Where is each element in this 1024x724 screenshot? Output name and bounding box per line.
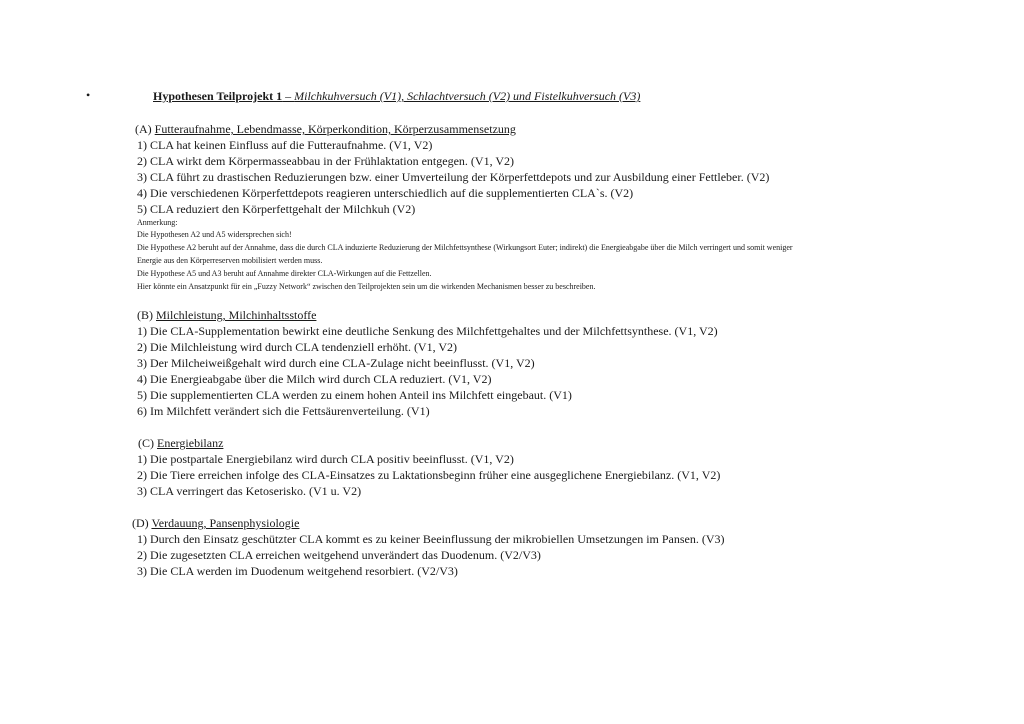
section-b-item-6: 6) Im Milchfett verändert sich die Fettsäurenverteilung. (V1): [137, 404, 430, 418]
section-a-item-5: 5) CLA reduziert den Körperfettgehalt der Milchkuh (V2): [137, 202, 416, 216]
bullet-marker: •: [86, 88, 91, 102]
section-b-item-3: 3) Der Milcheiweißgehalt wird durch eine CLA-Zulage nicht beeinflusst. (V1, V2): [137, 356, 535, 370]
section-b-item-2: 2) Die Milchleistung wird durch CLA tendenziell erhöht. (V1, V2): [137, 340, 458, 354]
section-a-item-2: 2) CLA wirkt dem Körpermasseabbau in der Frühlaktation entgegen. (V1, V2): [137, 154, 515, 168]
section-b-title: Milchleistung, Milchinhaltsstoffe: [156, 308, 317, 322]
section-c-item-3: 3) CLA verringert das Ketoserisko. (V1 u. V2): [137, 484, 362, 498]
section-d-item-1: 1) Durch den Einsatz geschützter CLA kommt es zu keiner Beeinflussung der mikrobiellen Umsetzungen im Pansen. (V3): [137, 532, 725, 546]
section-c-item-2: 2) Die Tiere erreichen infolge des CLA-Einsatzes zu Laktationsbeginn früher eine ausgeglichene Energiebilanz. (V1, V2): [137, 468, 721, 482]
section-a-note-2: Die Hypothesen A2 und A5 widersprechen sich!: [137, 230, 292, 239]
section-b-heading: [137, 308, 316, 322]
section-a-note-4: Energie aus den Körperreserven mobilisiert werden muss.: [137, 256, 323, 265]
section-a-label: (A): [135, 122, 155, 136]
section-a-item-3: 3) CLA führt zu drastischen Reduzierungen bzw. einer Umverteilung der Körperfettdepots und zur Ausbildung einer Fettleber. (V2): [137, 170, 770, 184]
section-b-item-5: 5) Die supplementierten CLA werden zu einem hohen Anteil ins Milchfett eingebaut. (V1): [137, 388, 572, 402]
section-c-heading: [138, 436, 223, 450]
section-d-item-3: 3) Die CLA werden im Duodenum weitgehend resorbiert. (V2/V3): [137, 564, 458, 578]
page-heading: [153, 89, 640, 104]
heading-subtitle: Milchkuhversuch (V1), Schlachtversuch (V2) und Fistelkuhversuch (V3): [294, 89, 641, 103]
section-a-title: Futteraufnahme, Lebendmasse, Körperkondition, Körperzusammensetzung: [154, 122, 516, 136]
section-d-label: (D): [132, 516, 152, 530]
heading-separator: –: [282, 89, 295, 103]
section-b-item-4: 4) Die Energieabgabe über die Milch wird durch CLA reduziert. (V1, V2): [137, 372, 492, 386]
section-d-item-2: 2) Die zugesetzten CLA erreichen weitgehend unverändert das Duodenum. (V2/V3): [137, 548, 541, 562]
section-a-heading: [135, 122, 516, 136]
section-a-item-1: 1) CLA hat keinen Einfluss auf die Futteraufnahme. (V1, V2): [137, 138, 433, 152]
section-a-note-5: Die Hypothese A5 und A3 beruht auf Annahme direkter CLA-Wirkungen auf die Fettzellen.: [137, 269, 432, 278]
section-a-note-3: Die Hypothese A2 beruht auf der Annahme, dass die durch CLA induzierte Reduzierung der Milchfettsynthese (Wirkungsort Euter; indirekt) die Energieabgabe über die Milch verringert und somit weniger: [137, 243, 793, 252]
section-b-label: (B): [137, 308, 156, 322]
heading-title: Hypothesen Teilprojekt 1: [153, 89, 283, 103]
section-c-title: Energiebilanz: [157, 436, 224, 450]
section-d-heading: [132, 516, 299, 530]
section-a-note-6: Hier könnte ein Ansatzpunkt für ein „Fuzzy Network“ zwischen den Teilprojekten sein um die wirkenden Mechanismen besser zu beschreiben.: [137, 282, 596, 291]
section-a-note-1: Anmerkung:: [137, 218, 178, 227]
section-c-label: (C): [138, 436, 157, 450]
section-c-item-1: 1) Die postpartale Energiebilanz wird durch CLA positiv beeinflusst. (V1, V2): [137, 452, 514, 466]
section-a-item-4: 4) Die verschiedenen Körperfettdepots reagieren unterschiedlich auf die supplementierten CLA`s. (V2): [137, 186, 634, 200]
section-d-title: Verdauung, Pansenphysiologie: [151, 516, 300, 530]
section-b-item-1: 1) Die CLA-Supplementation bewirkt eine deutliche Senkung des Milchfettgehaltes und der Milchfettsynthese. (V1, V2): [137, 324, 718, 338]
